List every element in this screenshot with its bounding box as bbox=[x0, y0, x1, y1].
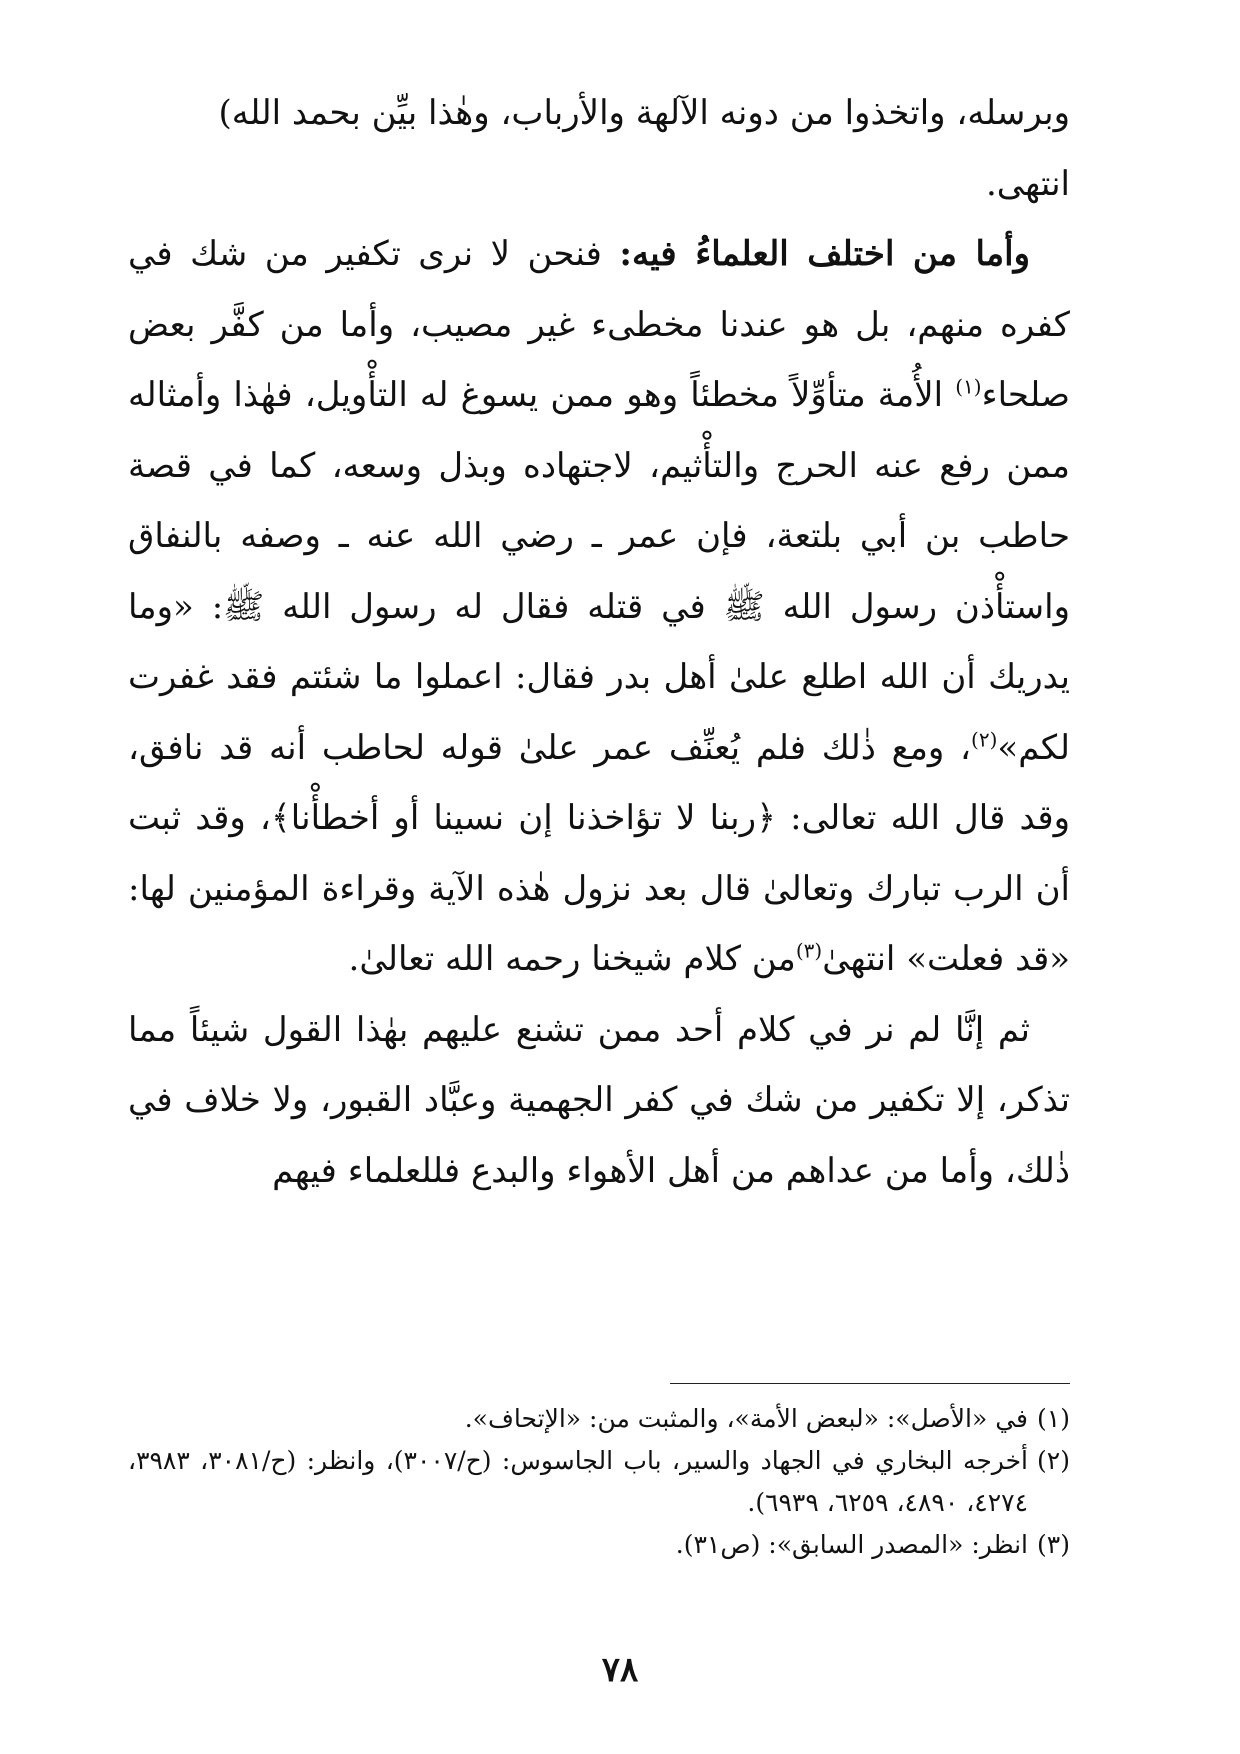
paragraph-3: ثم إنَّا لم نر في كلام أحد ممن تشنع عليهم بهٰذا القول شيئاً مما تذكر، إلا تكفير من شك في كفر الجهمية وعبَّاد القبور، ولا خلاف في ذٰلك، وأما من عداهم من أهل الأهواء والبدع فللعلماء فيهم bbox=[128, 1009, 1070, 1191]
footnote-number: (١) bbox=[1037, 1404, 1070, 1433]
footnote-text: انظر: «المصدر السابق»: (ص٣١). bbox=[675, 1530, 1028, 1559]
main-text bbox=[128, 78, 1070, 1206]
paragraph-1-line-2: انتهى. bbox=[986, 163, 1070, 204]
paragraph-2-part-b: الأُمة متأوِّلاً مخطئاً وهو ممن يسوغ له التأْويل، فهٰذا وأمثاله ممن رفع عنه الحرج والتأْثيم، لاجتهاده وبذل وسعه، كما في قصة حاطب بن أبي بلتعة، فإن عمر ـ رضي الله عنه ـ وصفه بالنفاق واستأْذن رسول الله ﷺ في قتله فقال له رسول الله ﷺ: «وما يدريك أن الله اطلع علىٰ أهل بدر فقال: اعملوا ما شئتم فقد غفرت لكم» bbox=[128, 375, 1070, 768]
footnote-ref-2: (٢) bbox=[971, 727, 998, 752]
footnote-number: (٣) bbox=[1037, 1530, 1070, 1559]
paragraph-2-part-a: فنحن لا نرى تكفير من شك في كفره منهم، بل هو عندنا مخطىء غير مصيب، وأما من كفَّر بعض صلحاء bbox=[128, 234, 1070, 415]
footnote-divider bbox=[670, 1383, 1070, 1384]
paragraph-2-part-c: ، ومع ذٰلك فلم يُعنِّف عمر علىٰ قوله لحاطب أنه قد نافق، وقد قال الله تعالى: ﴿ربنا لا تؤاخذنا إن نسينا أو أخطأْنا﴾، وقد ثبت أن الرب تبارك وتعالىٰ قال بعد نزول هٰذه الآية وقراءة المؤمنين لها: «قد فعلت» انتهىٰ bbox=[128, 727, 1070, 979]
footnote-ref-3: (٣) bbox=[795, 938, 823, 963]
footnote-2 bbox=[128, 1440, 1070, 1524]
footnote-1 bbox=[128, 1398, 1070, 1440]
page-number: ٧٨ bbox=[601, 1650, 639, 1690]
footnote-text: أخرجه البخاري في الجهاد والسير، باب الجاسوس: (ح/٣٠٠٧)، وانظر: (ح/٣٠٨١، ٣٩٨٣، ٤٢٧٤، ٤٨٩٠، ٦٢٥٩، ٦٩٣٩). bbox=[128, 1446, 1029, 1517]
footnote-number: (٢) bbox=[1037, 1446, 1070, 1475]
paragraph-2-part-d: من كلام شيخنا رحمه الله تعالىٰ. bbox=[348, 939, 796, 979]
paragraph-1-line-1: وبرسله، واتخذوا من دونه الآلهة والأرباب، وهٰذا بيِّن بحمد الله) bbox=[218, 93, 1070, 133]
footnotes bbox=[128, 1398, 1070, 1566]
paragraph-1 bbox=[128, 78, 1070, 219]
paragraph-2 bbox=[128, 219, 1070, 995]
footnote-3 bbox=[128, 1524, 1070, 1566]
footnote-text: في «الأصل»: «لبعض الأمة»، والمثبت من: «الإتحاف». bbox=[464, 1404, 1028, 1433]
footnote-ref-1: (١) bbox=[955, 374, 982, 399]
paragraph-2-lead: وأما من اختلف العلماءُ فيه: bbox=[619, 234, 1030, 274]
